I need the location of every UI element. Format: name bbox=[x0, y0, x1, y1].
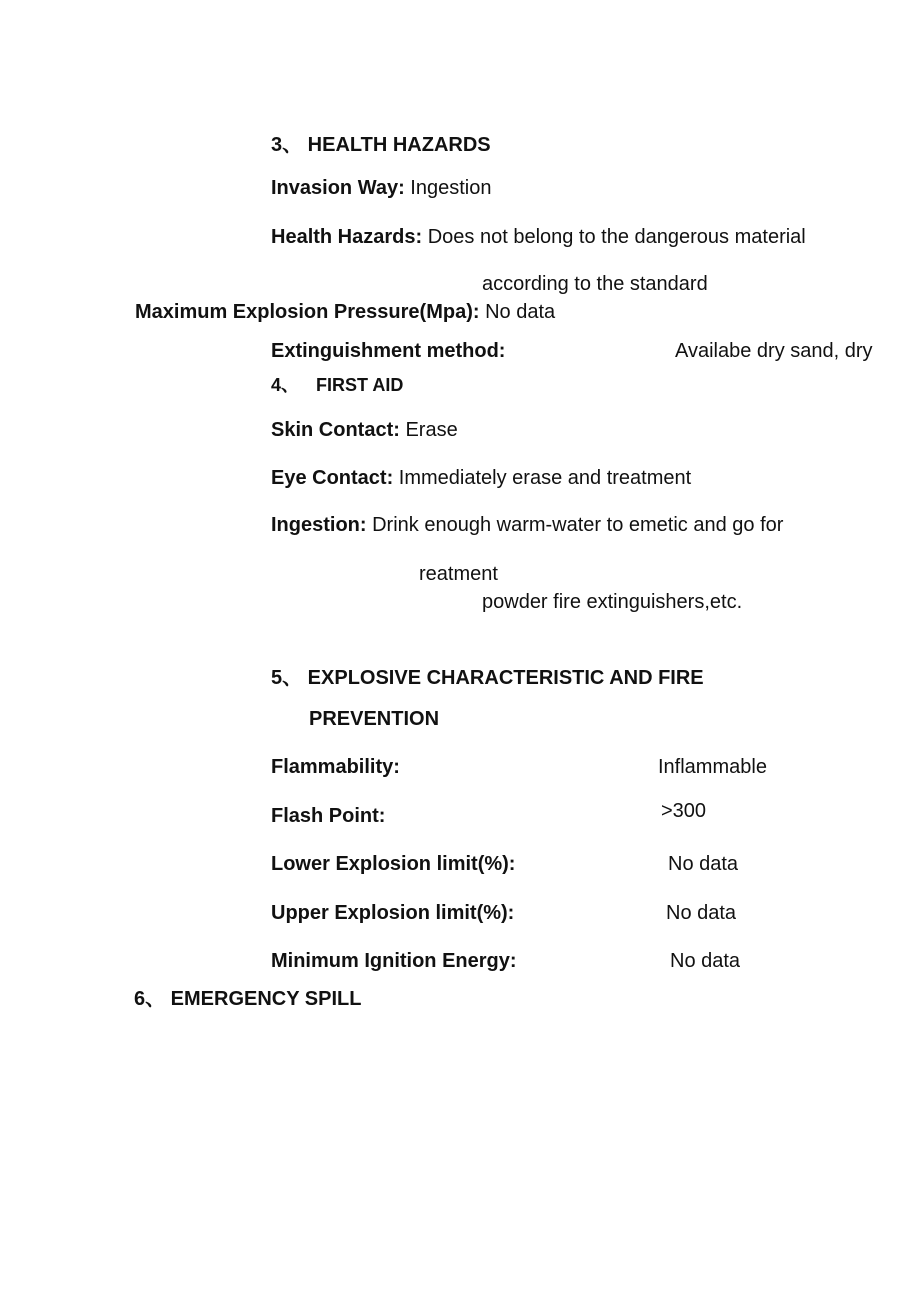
min-ignition-value: No data bbox=[670, 950, 741, 972]
skin-contact-label: Skin Contact: bbox=[271, 419, 400, 441]
lower-explosion-label: Lower Explosion limit(%): bbox=[271, 853, 516, 875]
max-explosion-pressure-value: No data bbox=[479, 301, 556, 323]
flammability-value: Inflammable bbox=[658, 756, 767, 778]
ingestion-label: Ingestion: bbox=[271, 514, 367, 536]
lower-explosion-value: No data bbox=[668, 853, 739, 875]
health-hazards-row bbox=[271, 225, 806, 249]
flash-point-label: Flash Point: bbox=[271, 805, 386, 827]
invasion-way-label: Invasion Way: bbox=[271, 177, 405, 199]
eye-contact-value: Immediately erase and treatment bbox=[393, 467, 692, 489]
extinguishment-value: Availabe dry sand, dry bbox=[675, 340, 873, 362]
invasion-way-value: Ingestion bbox=[404, 177, 492, 199]
eye-contact-row bbox=[271, 466, 691, 490]
max-explosion-pressure-row bbox=[135, 300, 555, 324]
ingestion-value: Drink enough warm-water to emetic and go for bbox=[366, 514, 784, 536]
flammability-label: Flammability: bbox=[271, 756, 400, 778]
max-explosion-pressure-label: Maximum Explosion Pressure(Mpa): bbox=[135, 301, 480, 323]
ingestion-row bbox=[271, 513, 783, 537]
health-hazards-continuation: according to the standard bbox=[482, 273, 708, 295]
section-5-heading-cont: PREVENTION bbox=[309, 708, 440, 730]
ingestion-continuation: reatment bbox=[419, 563, 498, 585]
skin-contact-row bbox=[271, 418, 458, 442]
skin-contact-value: Erase bbox=[399, 419, 458, 441]
extinguishment-label: Extinguishment method: bbox=[271, 340, 506, 362]
section-3-heading: 3、 HEALTH HAZARDS bbox=[271, 134, 491, 156]
invasion-way-row bbox=[271, 176, 491, 200]
section-6-heading: 6、 EMERGENCY SPILL bbox=[134, 988, 362, 1010]
health-hazards-label: Health Hazards: bbox=[271, 226, 423, 248]
extinguishment-continuation: powder fire extinguishers,etc. bbox=[482, 591, 743, 613]
section-4-heading: FIRST AID bbox=[316, 375, 404, 395]
flash-point-value: >300 bbox=[661, 800, 707, 822]
min-ignition-label: Minimum Ignition Energy: bbox=[271, 950, 517, 972]
upper-explosion-label: Upper Explosion limit(%): bbox=[271, 902, 515, 924]
eye-contact-label: Eye Contact: bbox=[271, 467, 394, 489]
section-4-number: 4、 bbox=[271, 375, 300, 395]
health-hazards-value: Does not belong to the dangerous material bbox=[422, 226, 806, 248]
upper-explosion-value: No data bbox=[666, 902, 737, 924]
section-5-heading: 5、 EXPLOSIVE CHARACTERISTIC AND FIRE bbox=[271, 667, 704, 689]
